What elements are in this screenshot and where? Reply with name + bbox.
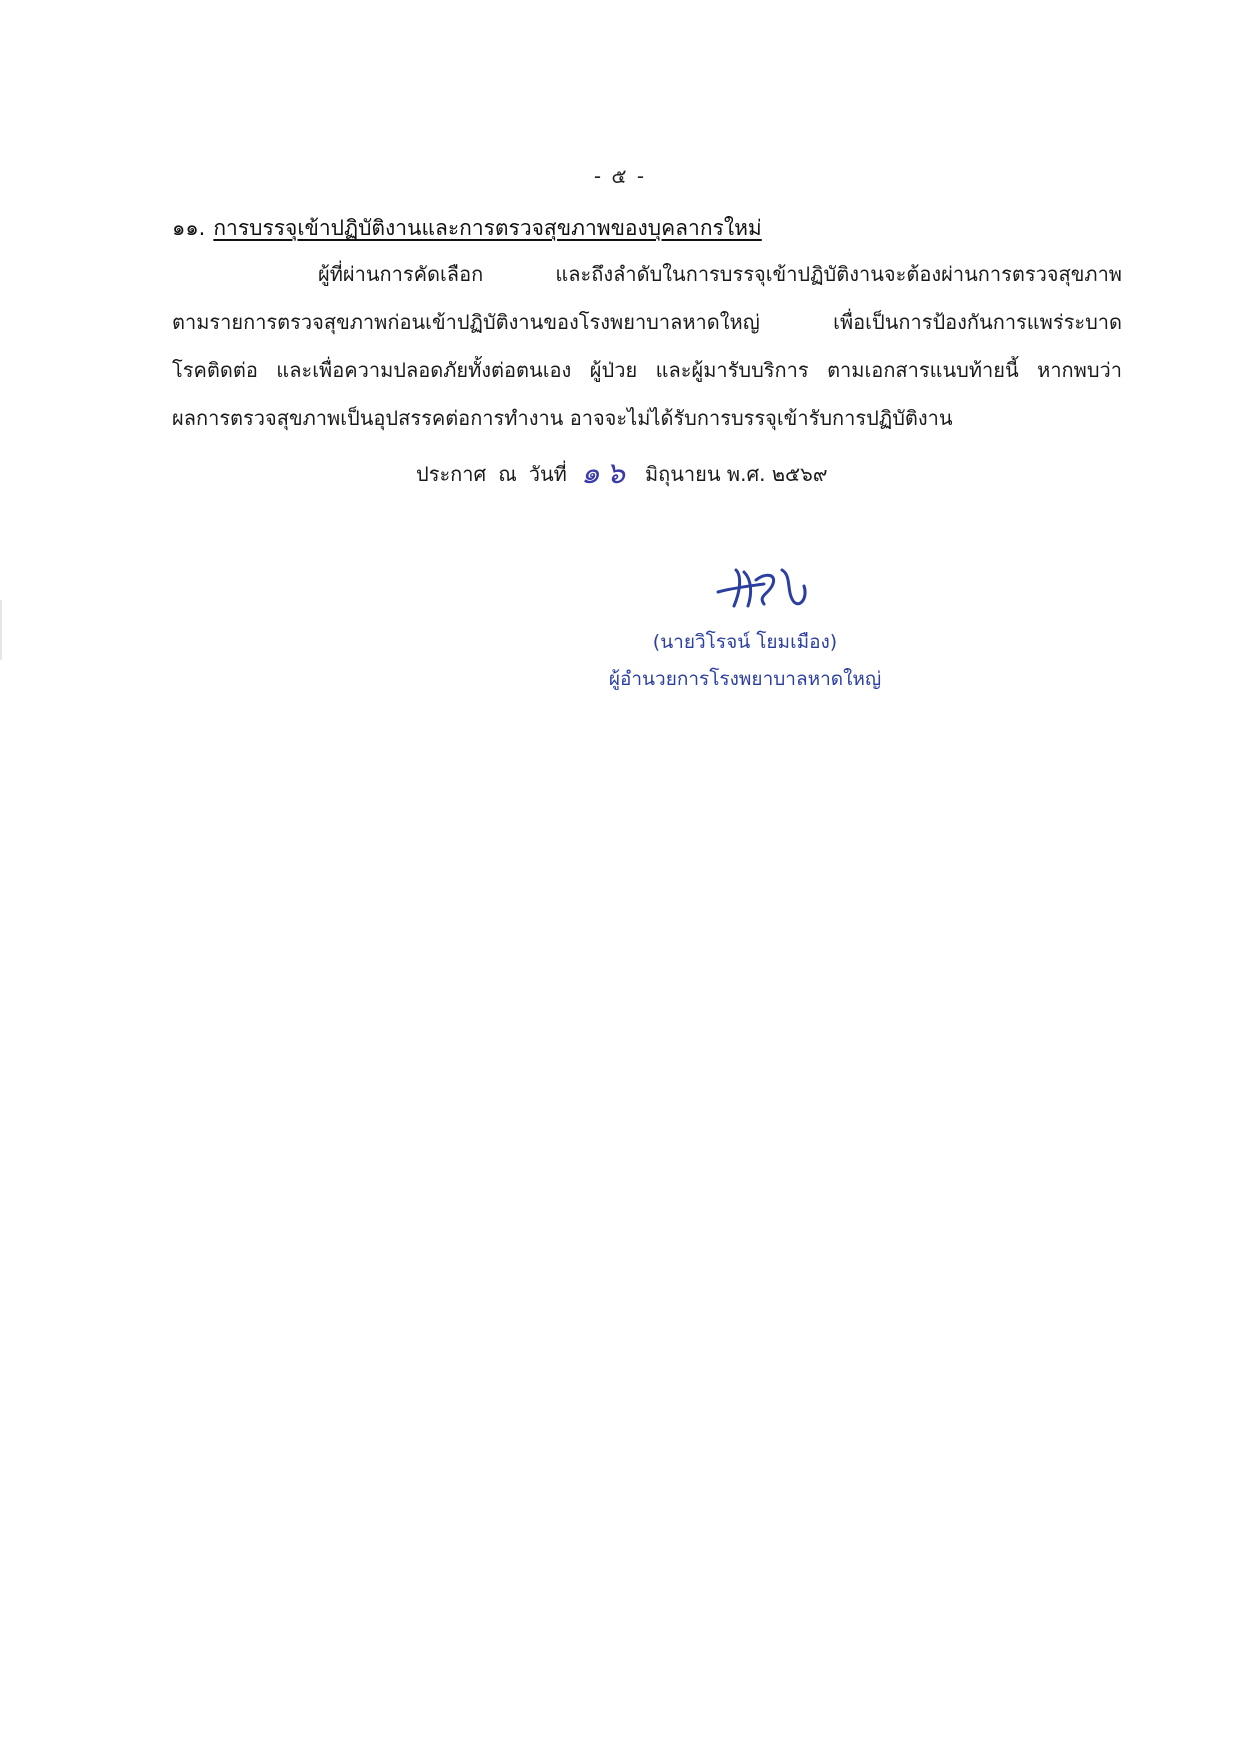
section-number: ๑๑. <box>172 216 206 240</box>
page-number: - ๕ - <box>593 164 647 188</box>
paragraph-line-1: ผู้ที่ผ่านการคัดเลือก และถึงลำดับในการบรรจุเข้าปฏิบัติงานจะต้องผ่านการตรวจสุขภาพ <box>318 262 1122 286</box>
scan-edge-mark <box>0 600 2 660</box>
paragraph-line-3: โรคติดต่อ และเพื่อความปลอดภัยทั้งต่อตนเอง ผู้ป่วย และผู้มารับบริการ ตามเอกสารแนบท้ายนี้ หากพบว่า <box>172 358 1122 382</box>
signatory-name: (นายวิโรจน์ โยมเมือง) <box>652 631 838 653</box>
paragraph-line-2: ตามรายการตรวจสุขภาพก่อนเข้าปฏิบัติงานของโรงพยาบาลหาดใหญ่ เพื่อเป็นการป้องกันการแพร่ระบาด <box>172 310 1122 334</box>
announce-day-label: วันที่ <box>528 462 567 486</box>
handwritten-day: ๑๖ <box>580 456 631 491</box>
paragraph-line-4: ผลการตรวจสุขภาพเป็นอุปสรรคต่อการทำงาน อาจจะไม่ได้รับการบรรจุเข้ารับการปฏิบัติงาน <box>172 406 953 430</box>
announce-prefix: ประกาศ <box>416 462 487 486</box>
announcement-date <box>416 450 828 497</box>
section-title: การบรรจุเข้าปฏิบัติงานและการตรวจสุขภาพของบุคลากรใหม่ <box>213 216 762 240</box>
signature-mark <box>712 562 822 618</box>
announce-month-year: มิถุนายน พ.ศ. ๒๕๖๙ <box>644 462 828 486</box>
section-heading <box>172 212 762 245</box>
announce-at: ณ <box>498 462 517 486</box>
signatory-position: ผู้อำนวยการโรงพยาบาลหาดใหญ่ <box>608 668 882 690</box>
